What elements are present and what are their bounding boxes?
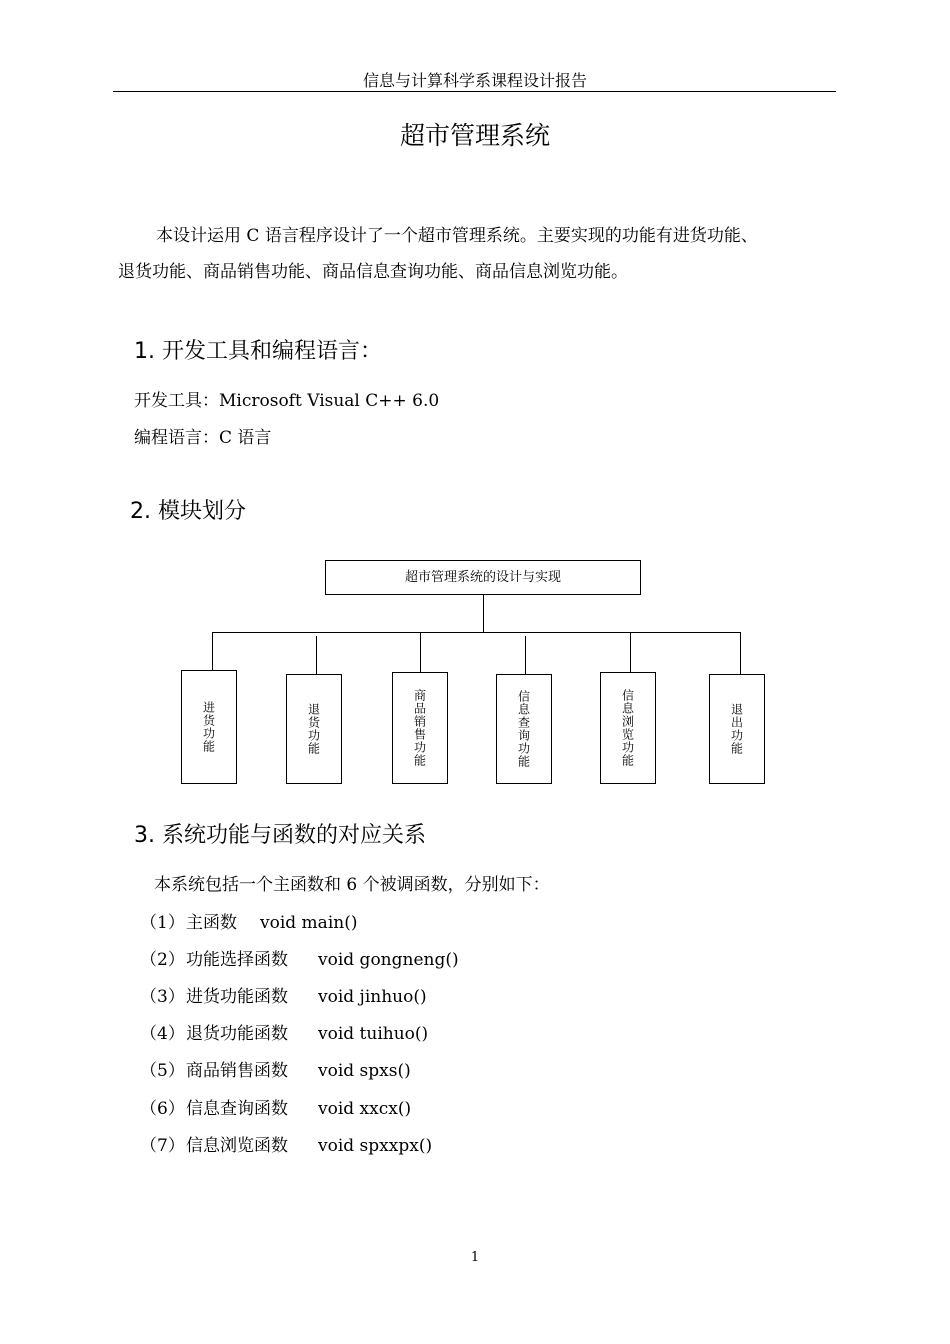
function-name: 功能选择函数: [186, 950, 288, 970]
function-name: 信息查询函数: [186, 1099, 288, 1119]
running-header: 信息与计算科学系课程设计报告: [362, 71, 587, 90]
function-signature: void spxxpx(): [318, 1136, 433, 1156]
page-number: 1: [470, 1250, 480, 1265]
diagram-connector: [316, 636, 317, 674]
function-item: [140, 908, 357, 933]
function-signature: void jinhuo(): [318, 987, 427, 1007]
diagram-node-jinhuo: [181, 670, 237, 784]
function-signature: void gongneng(): [318, 950, 459, 970]
section-3-intro: 本系统包括一个主函数和 6 个被调函数，分别如下：: [154, 875, 550, 895]
section-3-heading: 3. 系统功能与函数的对应关系: [134, 823, 426, 848]
diagram-node-spxs: [392, 672, 448, 784]
function-item: [140, 945, 459, 970]
diagram-node-label: 信息浏览功能: [620, 689, 635, 767]
intro-line-1: 本设计运用 C 语言程序设计了一个超市管理系统。主要实现的功能有进货功能、: [156, 226, 758, 246]
function-signature: void main(): [260, 913, 358, 933]
function-signature: void spxs(): [318, 1061, 411, 1081]
document-title: 超市管理系统: [399, 121, 550, 150]
function-signature: void xxcx(): [318, 1099, 412, 1119]
diagram-connector: [630, 632, 631, 672]
function-name: 信息浏览函数: [186, 1136, 288, 1156]
diagram-connector: [420, 632, 421, 672]
function-item: [140, 1019, 428, 1044]
function-name: 主函数: [186, 913, 237, 933]
diagram-root-label: 超市管理系统的设计与实现: [404, 570, 561, 585]
diagram-node-label: 进货功能: [201, 701, 216, 753]
function-item: [140, 1094, 411, 1119]
diagram-node-xxcx: [496, 674, 552, 784]
function-number: （4）: [140, 1024, 185, 1044]
function-number: （2）: [140, 950, 185, 970]
function-number: （7）: [140, 1136, 185, 1156]
section-1-heading: 1. 开发工具和编程语言：: [134, 339, 382, 364]
function-item: [140, 1131, 432, 1156]
diagram-node-label: 退出功能: [729, 703, 744, 755]
function-name: 退货功能函数: [186, 1024, 288, 1044]
language-line: 编程语言：C 语言: [134, 428, 272, 448]
function-name: 进货功能函数: [186, 987, 288, 1007]
function-number: （1）: [140, 913, 185, 933]
diagram-node-tuihuo: [286, 674, 342, 784]
function-signature: void tuihuo(): [318, 1024, 429, 1044]
function-number: （3）: [140, 987, 185, 1007]
function-number: （6）: [140, 1099, 185, 1119]
diagram-connector: [212, 632, 213, 670]
diagram-root-node: [325, 560, 641, 595]
diagram-node-xxll: [600, 672, 656, 784]
function-name: 商品销售函数: [186, 1061, 288, 1081]
diagram-node-label: 退货功能: [306, 703, 321, 755]
function-item: [140, 1056, 411, 1081]
diagram-connector: [525, 636, 526, 674]
module-diagram: [180, 558, 772, 788]
diagram-node-exit: [709, 674, 765, 784]
header-divider: [113, 91, 836, 92]
diagram-node-label: 商品销售功能: [412, 689, 427, 767]
diagram-node-label: 信息查询功能: [516, 690, 531, 768]
dev-tool-line: 开发工具：Microsoft Visual C++ 6.0: [134, 391, 440, 411]
function-item: [140, 982, 427, 1007]
diagram-branch-line: [212, 632, 740, 633]
section-2-heading: 2. 模块划分: [130, 499, 246, 524]
intro-line-2: 退货功能、商品销售功能、商品信息查询功能、商品信息浏览功能。: [118, 262, 628, 282]
diagram-connector: [740, 632, 741, 674]
diagram-trunk-line: [483, 595, 484, 632]
function-number: （5）: [140, 1061, 185, 1081]
